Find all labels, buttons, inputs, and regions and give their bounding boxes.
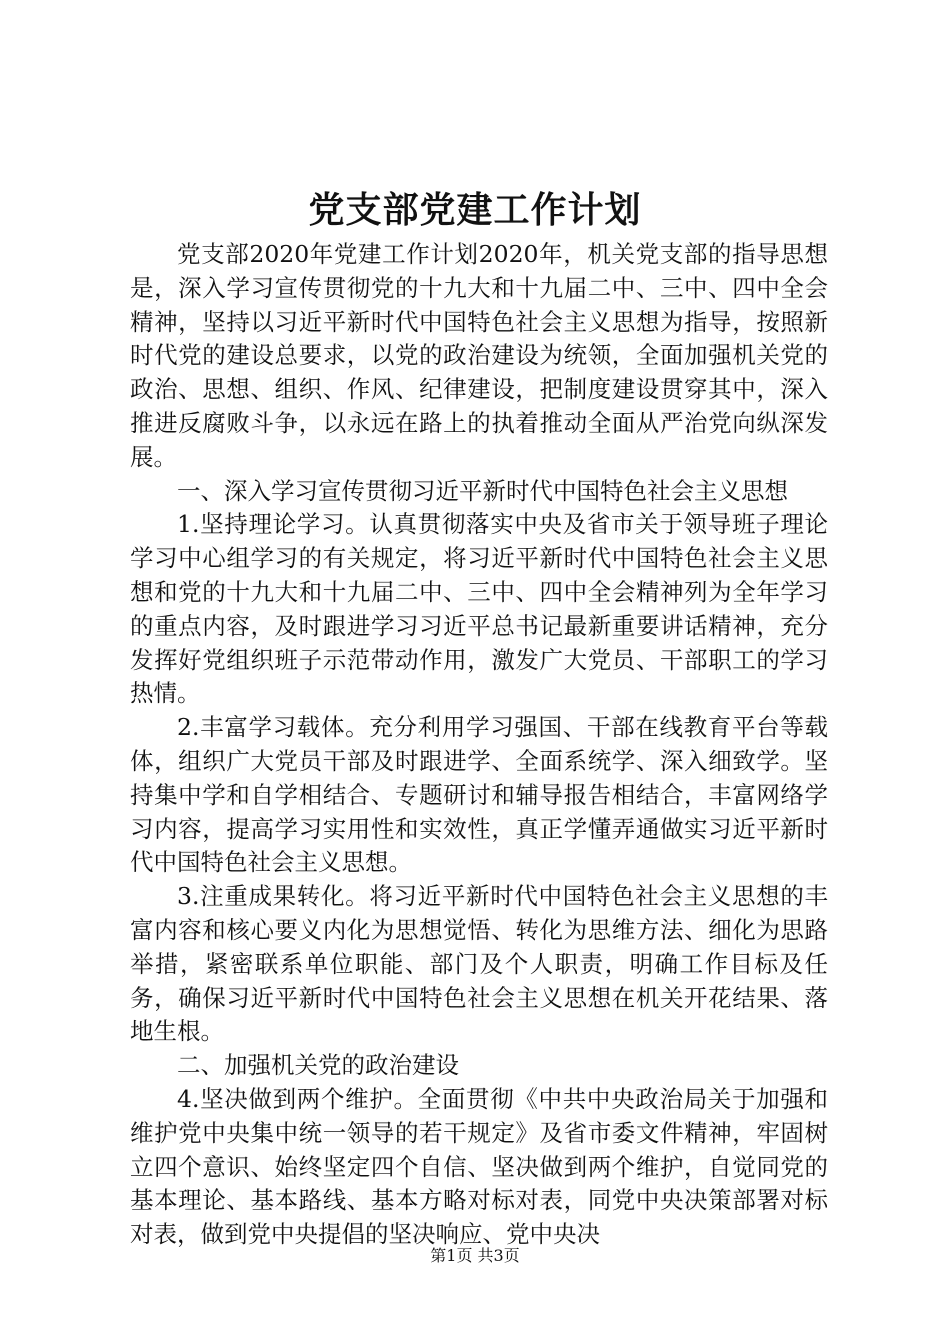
paragraph-item-3: 3.注重成果转化。将习近平新时代中国特色社会主义思想的丰富内容和核心要义内化为思想觉悟、转化为思维方法、细化为思路举措，紧密联系单位职能、部门及个人职责，明确工作目标及任务，确保习近平新时代中国特色社会主义思想在机关开花结果、落地生根。: [130, 882, 828, 1046]
paragraph-item-1: 1.坚持理论学习。认真贯彻落实中央及省市关于领导班子理论学习中心组学习的有关规定，将习近平新时代中国特色社会主义思想和党的十九大和十九届二中、三中、四中全会精神列为全年学习的重点内容，及时跟进学习习近平总书记最新重要讲话精神，充分发挥好党组织班子示范带动作用，激发广大党员、干部职工的学习热情。: [130, 510, 828, 708]
page-number-footer: 第1页 共3页: [430, 1246, 520, 1265]
document-title: 党支部党建工作计划: [308, 189, 642, 231]
paragraph-item-4: 4.坚决做到两个维护。全面贯彻《中共中央政治局关于加强和维护党中央集中统一领导的若干规定》及省市委文件精神，牢固树立四个意识、始终坚定四个自信、坚决做到两个维护，自觉同党的基本理论、基本路线、基本方略对标对表，同党中央决策部署对标对表，做到党中央提倡的坚决响应、党中央决: [130, 1084, 828, 1249]
section-heading-1: 一、深入学习宣传贯彻习近平新时代中国特色社会主义思想: [177, 476, 788, 505]
document-body: [130, 238, 828, 1252]
paragraph-item-2: 2.丰富学习载体。充分利用学习强国、干部在线教育平台等载体，组织广大党员干部及时跟进学、全面系统学、深入细致学。坚持集中学和自学相结合、专题研讨和辅导报告相结合，丰富网络学习内容，提高学习实用性和实效性，真正学懂弄通做实习近平新时代中国特色社会主义思想。: [130, 713, 828, 877]
paragraph-intro: 党支部2020年党建工作计划2020年，机关党支部的指导思想是，深入学习宣传贯彻党的十九大和十九届二中、三中、四中全会精神，坚持以习近平新时代中国特色社会主义思想为指导，按照新时代党的建设总要求，以党的政治建设为统领，全面加强机关党的政治、思想、组织、作风、纪律建设，把制度建设贯穿其中，深入推进反腐败斗争，以永远在路上的执着推动全面从严治党向纵深发展。: [130, 240, 828, 471]
section-heading-2: 二、加强机关党的政治建设: [177, 1051, 459, 1080]
